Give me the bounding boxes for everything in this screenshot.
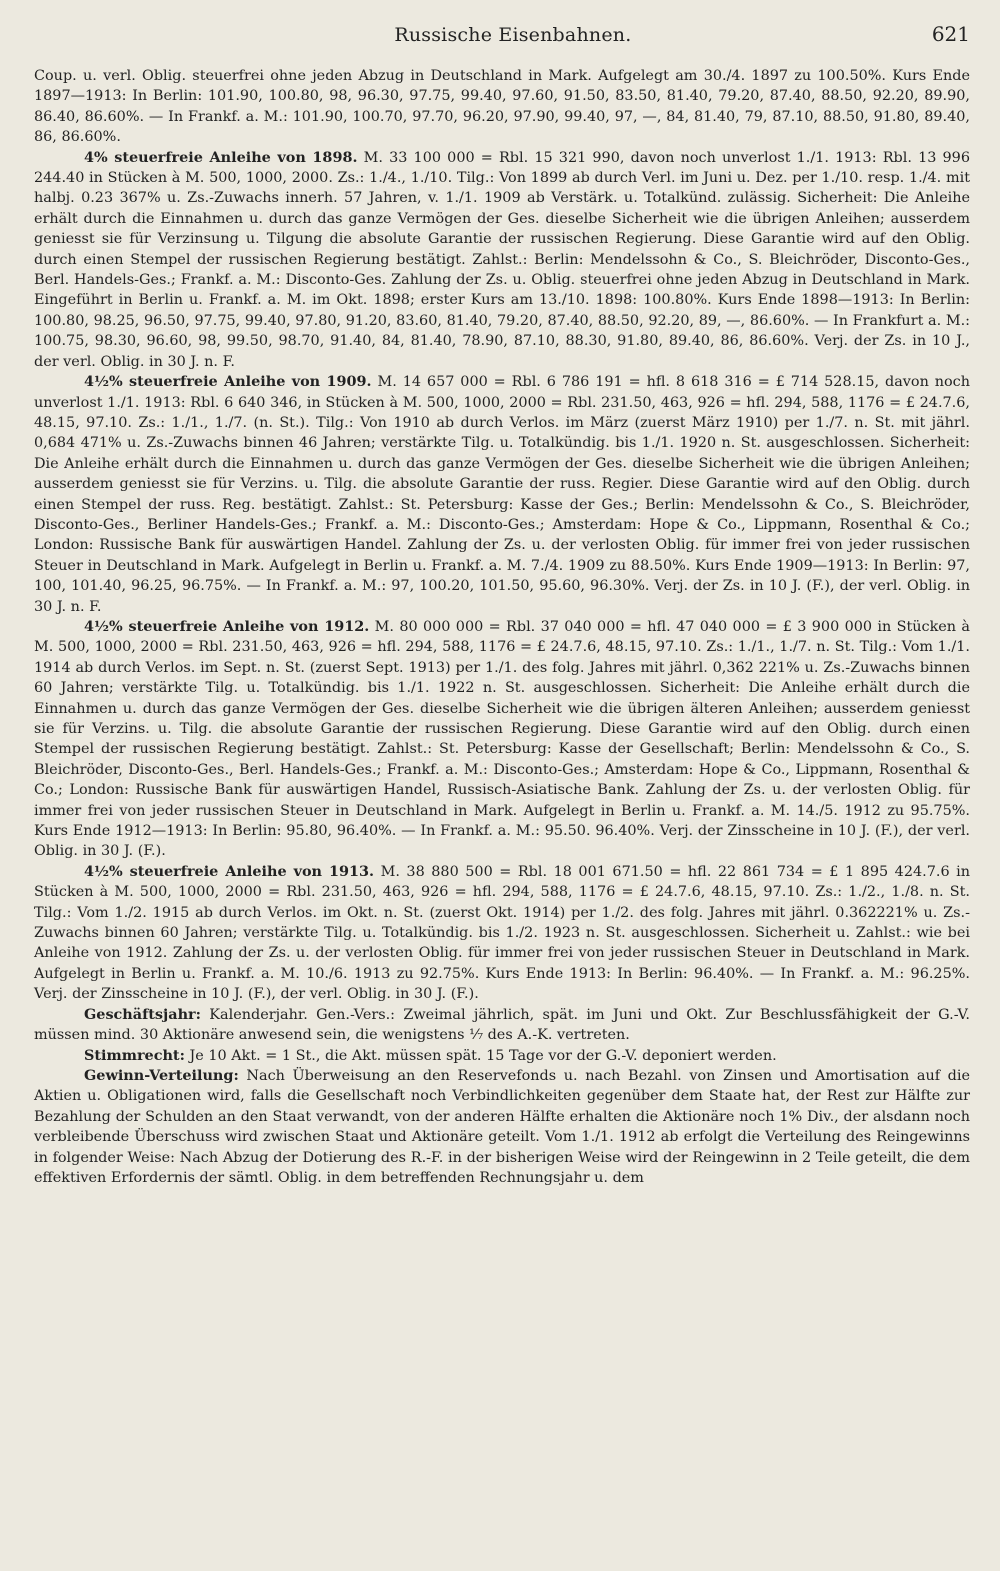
paragraph-stimmrecht — [34, 1046, 970, 1066]
paragraph-text: M. 33 100 000 = Rbl. 15 321 990, davon noch unverlost 1./1. 1913: Rbl. 13 996 244.40 in Stücken à M. 500, 1000, 2000. Zs.: 1./4., 1./10. Tilg.: Von 1899 ab durch Verl. im Juni u. Dez. per 1./10. resp. 1./4. mit halbj. 0.23 367% u. Zs.-Zuwachs innerh. 57 Jahren, v. 1./1. 1909 ab Verstärk. u. Totalkünd. zulässig. Sicherheit: Die Anleihe erhält durch die Einnahmen u. durch das ganze Vermögen der Ges. dieselbe Sicherheit wie die übrigen Anleihen; ausserdem geniesst sie für Verzinsung u. Tilgung die absolute Garantie der russischen Regierung. Diese Garantie wird auf den Oblig. durch einen Stempel der russischen Regierung bestätigt. Zahlst.: Berlin: Mendelssohn & Co., S. Bleichröder, Disconto-Ges., Berl. Handels-Ges.; Frankf. a. M.: Disconto-Ges. Zahlung der Zs. u. Oblig. steuerfrei ohne jeden Abzug in Deutschland in Mark. Eingeführt in Berlin u. Frankf. a. M. im Okt. 1898; erster Kurs am 13./10. 1898: 100.80%. Kurs Ende 1898—1913: In Berlin: 100.80, 98.25, 96.50, 97.75, 99.40, 97.80, 91.20, 83.60, 81.40, 79.20, 87.40, 88.50, 92.20, 89, —, 86.60%. — In Frankfurt a. M.: 100.75, 98.30, 96.60, 98, 99.50, 98.70, 91.40, 84, 81.40, 78.90, 87.10, 88.30, 91.80, 89.40, 86, 86.60%. Verj. der Zs. in 10 J., der verl. Oblig. in 30 J. n. F. — [34, 149, 970, 370]
paragraph-gewinn-verteilung — [34, 1066, 970, 1188]
paragraph-anleihe-1912 — [34, 617, 970, 862]
section-heading: 4% steuerfreie Anleihe von 1898. — [84, 148, 358, 166]
section-heading: 4½% steuerfreie Anleihe von 1912. — [84, 617, 370, 635]
paragraph-anleihe-1913 — [34, 862, 970, 1005]
paragraph-text: M. 38 880 500 = Rbl. 18 001 671.50 = hfl. 22 861 734 = £ 1 895 424.7.6 in Stücken à M. 500, 1000, 2000 = Rbl. 231.50, 463, 926 = hfl. 294, 588, 1176 = £ 24.7.6, 48.15, 97.10. Zs.: 1./2., 1./8. n. St. Tilg.: Vom 1./2. 1915 ab durch Verlos. im Okt. n. St. (zuerst Okt. 1914) per 1./2. des folg. Jahres mit jährl. 0.362221% u. Zs.-Zuwachs binnen 60 Jahren; verstärkte Tilg. u. Totalkündig. bis 1./2. 1923 n. St. ausgeschlossen. Sicherheit u. Zahlst.: wie bei Anleihe von 1912. Zahlung der Zs. u. der verlosten Oblig. für immer frei von jeder russischen Steuer in Deutschland in Mark. Aufgelegt in Berlin u. Frankf. a. M. 10./6. 1913 zu 92.75%. Kurs Ende 1913: In Berlin: 96.40%. — In Frankf. a. M.: 96.25%. Verj. der Zinsscheine in 10 J. (F.), der verl. Oblig. in 30 J. (F.). — [34, 863, 970, 1003]
paragraph-text: M. 14 657 000 = Rbl. 6 786 191 = hfl. 8 618 316 = £ 714 528.15, davon noch unverlost 1./1. 1913: Rbl. 6 640 346, in Stücken à M. 500, 1000, 2000 = Rbl. 231.50, 463, 926 = hfl. 294, 588, 1176 = £ 24.7.6, 48.15, 97.10. Zs.: 1./1., 1./7. (n. St.). Tilg.: Von 1910 ab durch Verlos. im März (zuerst März 1910) per 1./7. n. St. mit jährl. 0,684 471% u. Zs.-Zuwachs binnen 46 Jahren; verstärkte Tilg. u. Totalkündig. bis 1./1. 1920 n. St. ausgeschlossen. Sicherheit: Die Anleihe erhält durch die Einnahmen u. durch das ganze Vermögen der Ges. dieselbe Sicherheit wie die übrigen Anleihen; ausserdem geniesst sie für Verzins. u. Tilg. die absolute Garantie der russ. Regier. Diese Garantie wird auf den Oblig. durch einen Stempel der russ. Reg. bestätigt. Zahlst.: St. Petersburg: Kasse der Ges.; Berlin: Mendelssohn & Co., S. Bleichröder, Disconto-Ges., Berliner Handels-Ges.; Frankf. a. M.: Disconto-Ges.; Amsterdam: Hope & Co., Lippmann, Rosenthal & Co.; London: Russische Bank für auswärtigen Handel. Zahlung der Zs. u. der verlosten Oblig. für immer frei von jeder russischen Steuer in Deutschland in Mark. Aufgelegt in Berlin u. Frankf. a. M. 7./4. 1909 zu 88.50%. Kurs Ende 1909—1913: In Berlin: 97, 100, 101.40, 96.25, 96.75%. — In Frankf. a. M.: 97, 100.20, 101.50, 95.60, 96.30%. Verj. der Zs. in 10 J. (F.), der verl. Oblig. in 30 J. n. F. — [34, 374, 971, 615]
paragraph-anleihe-1909 — [34, 372, 970, 617]
paragraph-text: Kalenderjahr. Gen.-Vers.: Zweimal jährlich, spät. im Juni und Okt. Zur Beschlussfähigkeit der G.-V. müssen mind. 30 Aktionäre anwesend sein, die wenigstens ⅐ des A.-K. vertreten. — [34, 1006, 970, 1044]
section-heading: Gewinn-Verteilung: — [84, 1066, 239, 1084]
paragraph-text: Je 10 Akt. = 1 St., die Akt. müssen spät. 15 Tage vor der G.-V. deponiert werden. — [189, 1047, 777, 1064]
paragraph-geschaeftsjahr — [34, 1005, 970, 1046]
paragraph-anleihe-1898 — [34, 148, 970, 372]
page-header — [34, 22, 970, 66]
section-heading: 4½% steuerfreie Anleihe von 1913. — [84, 862, 375, 880]
paragraph-coupon — [34, 66, 970, 148]
paragraph-text: Nach Überweisung an den Reservefonds u. nach Bezahl. von Zinsen und Amortisation auf die Aktien u. Obligationen wird, falls die Gesellschaft noch Verbindlichkeiten gegenüber dem Staate hat, der Rest zur Hälfte zur Bezahlung der Schulden an den Staat verwandt, von der anderen Hälfte erhalten die Aktionäre noch 1% Div., der alsdann noch verbleibende Überschuss wird zwischen Staat und Aktionäre geteilt. Vom 1./1. 1912 ab erfolgt die Verteilung des Reingewinns in folgender Weise: Nach Abzug der Dotierung des R.-F. in der bisherigen Weise wird der Reingewinn in 2 Teile geteilt, die dem effektiven Erfordernis der sämtl. Oblig. in dem betreffenden Rechnungsjahr u. dem — [34, 1067, 970, 1186]
section-heading: Stimmrecht: — [84, 1046, 185, 1064]
section-heading: 4½% steuerfreie Anleihe von 1909. — [84, 373, 372, 391]
section-heading: Geschäftsjahr: — [84, 1005, 201, 1023]
paragraph-text: Coup. u. verl. Oblig. steuerfrei ohne jeden Abzug in Deutschland in Mark. Aufgelegt am 30./4. 1897 zu 100.50%. Kurs Ende 1897—1913: In Berlin: 101.90, 100.80, 98, 96.30, 97.75, 99.40, 97.60, 91.50, 83.50, 81.40, 79.20, 87.40, 88.50, 92.20, 89.90, 86.40, 86.60%. — In Frankf. a. M.: 101.90, 100.70, 97.70, 96.20, 97.90, 99.40, 97, —, 84, 81.40, 79, 87.10, 88.50, 91.80, 89.40, 86, 86.60%. — [34, 68, 970, 146]
running-title: Russische Eisenbahnen. — [394, 24, 632, 46]
page-number: 621 — [931, 22, 970, 46]
page-body — [34, 66, 970, 1188]
paragraph-text: M. 80 000 000 = Rbl. 37 040 000 = hfl. 47 040 000 = £ 3 900 000 in Stücken à M. 500, 1000, 2000 = Rbl. 231.50, 463, 926 = hfl. 294, 588, 1176 = £ 24.7.6, 48.15, 97.10. Zs.: 1./1., 1./7. n. St. Tilg.: Vom 1./1. 1914 ab durch Verlos. im Sept. n. St. (zuerst Sept. 1913) per 1./1. des folg. Jahres mit jährl. 0,362 221% u. Zs.-Zuwachs binnen 60 Jahren; verstärkte Tilg. u. Totalkündig. bis 1./1. 1922 n. St. ausgeschlossen. Sicherheit: Die Anleihe erhält durch die Einnahmen u. durch das ganze Vermögen der Ges. dieselbe Sicherheit wie die übrigen älteren Anleihen; ausserdem geniesst sie für Verzins. u. Tilg. die absolute Garantie der russischen Regierung. Diese Garantie wird auf den Oblig. durch einen Stempel der russischen Regierung bestätigt. Zahlst.: St. Petersburg: Kasse der Gesellschaft; Berlin: Mendelssohn & Co., S. Bleichröder, Disconto-Ges., Berl. Handels-Ges.; Frankf. a. M.: Disconto-Ges.; Amsterdam: Hope & Co., Lippmann, Rosenthal & Co.; London: Russische Bank für auswärtigen Handel, Russisch-Asiatische Bank. Zahlung der Zs. u. der verlosten Oblig. für immer frei von jeder russischen Steuer in Deutschland in Mark. Aufgelegt in Berlin u. Frankf. a. M. 14./5. 1912 zu 95.75%. Kurs Ende 1912—1913: In Berlin: 95.80, 96.40%. — In Frankf. a. M.: 95.50. 96.40%. Verj. der Zinsscheine in 10 J. (F.), der verl. Oblig. in 30 J. (F.). — [34, 618, 971, 860]
